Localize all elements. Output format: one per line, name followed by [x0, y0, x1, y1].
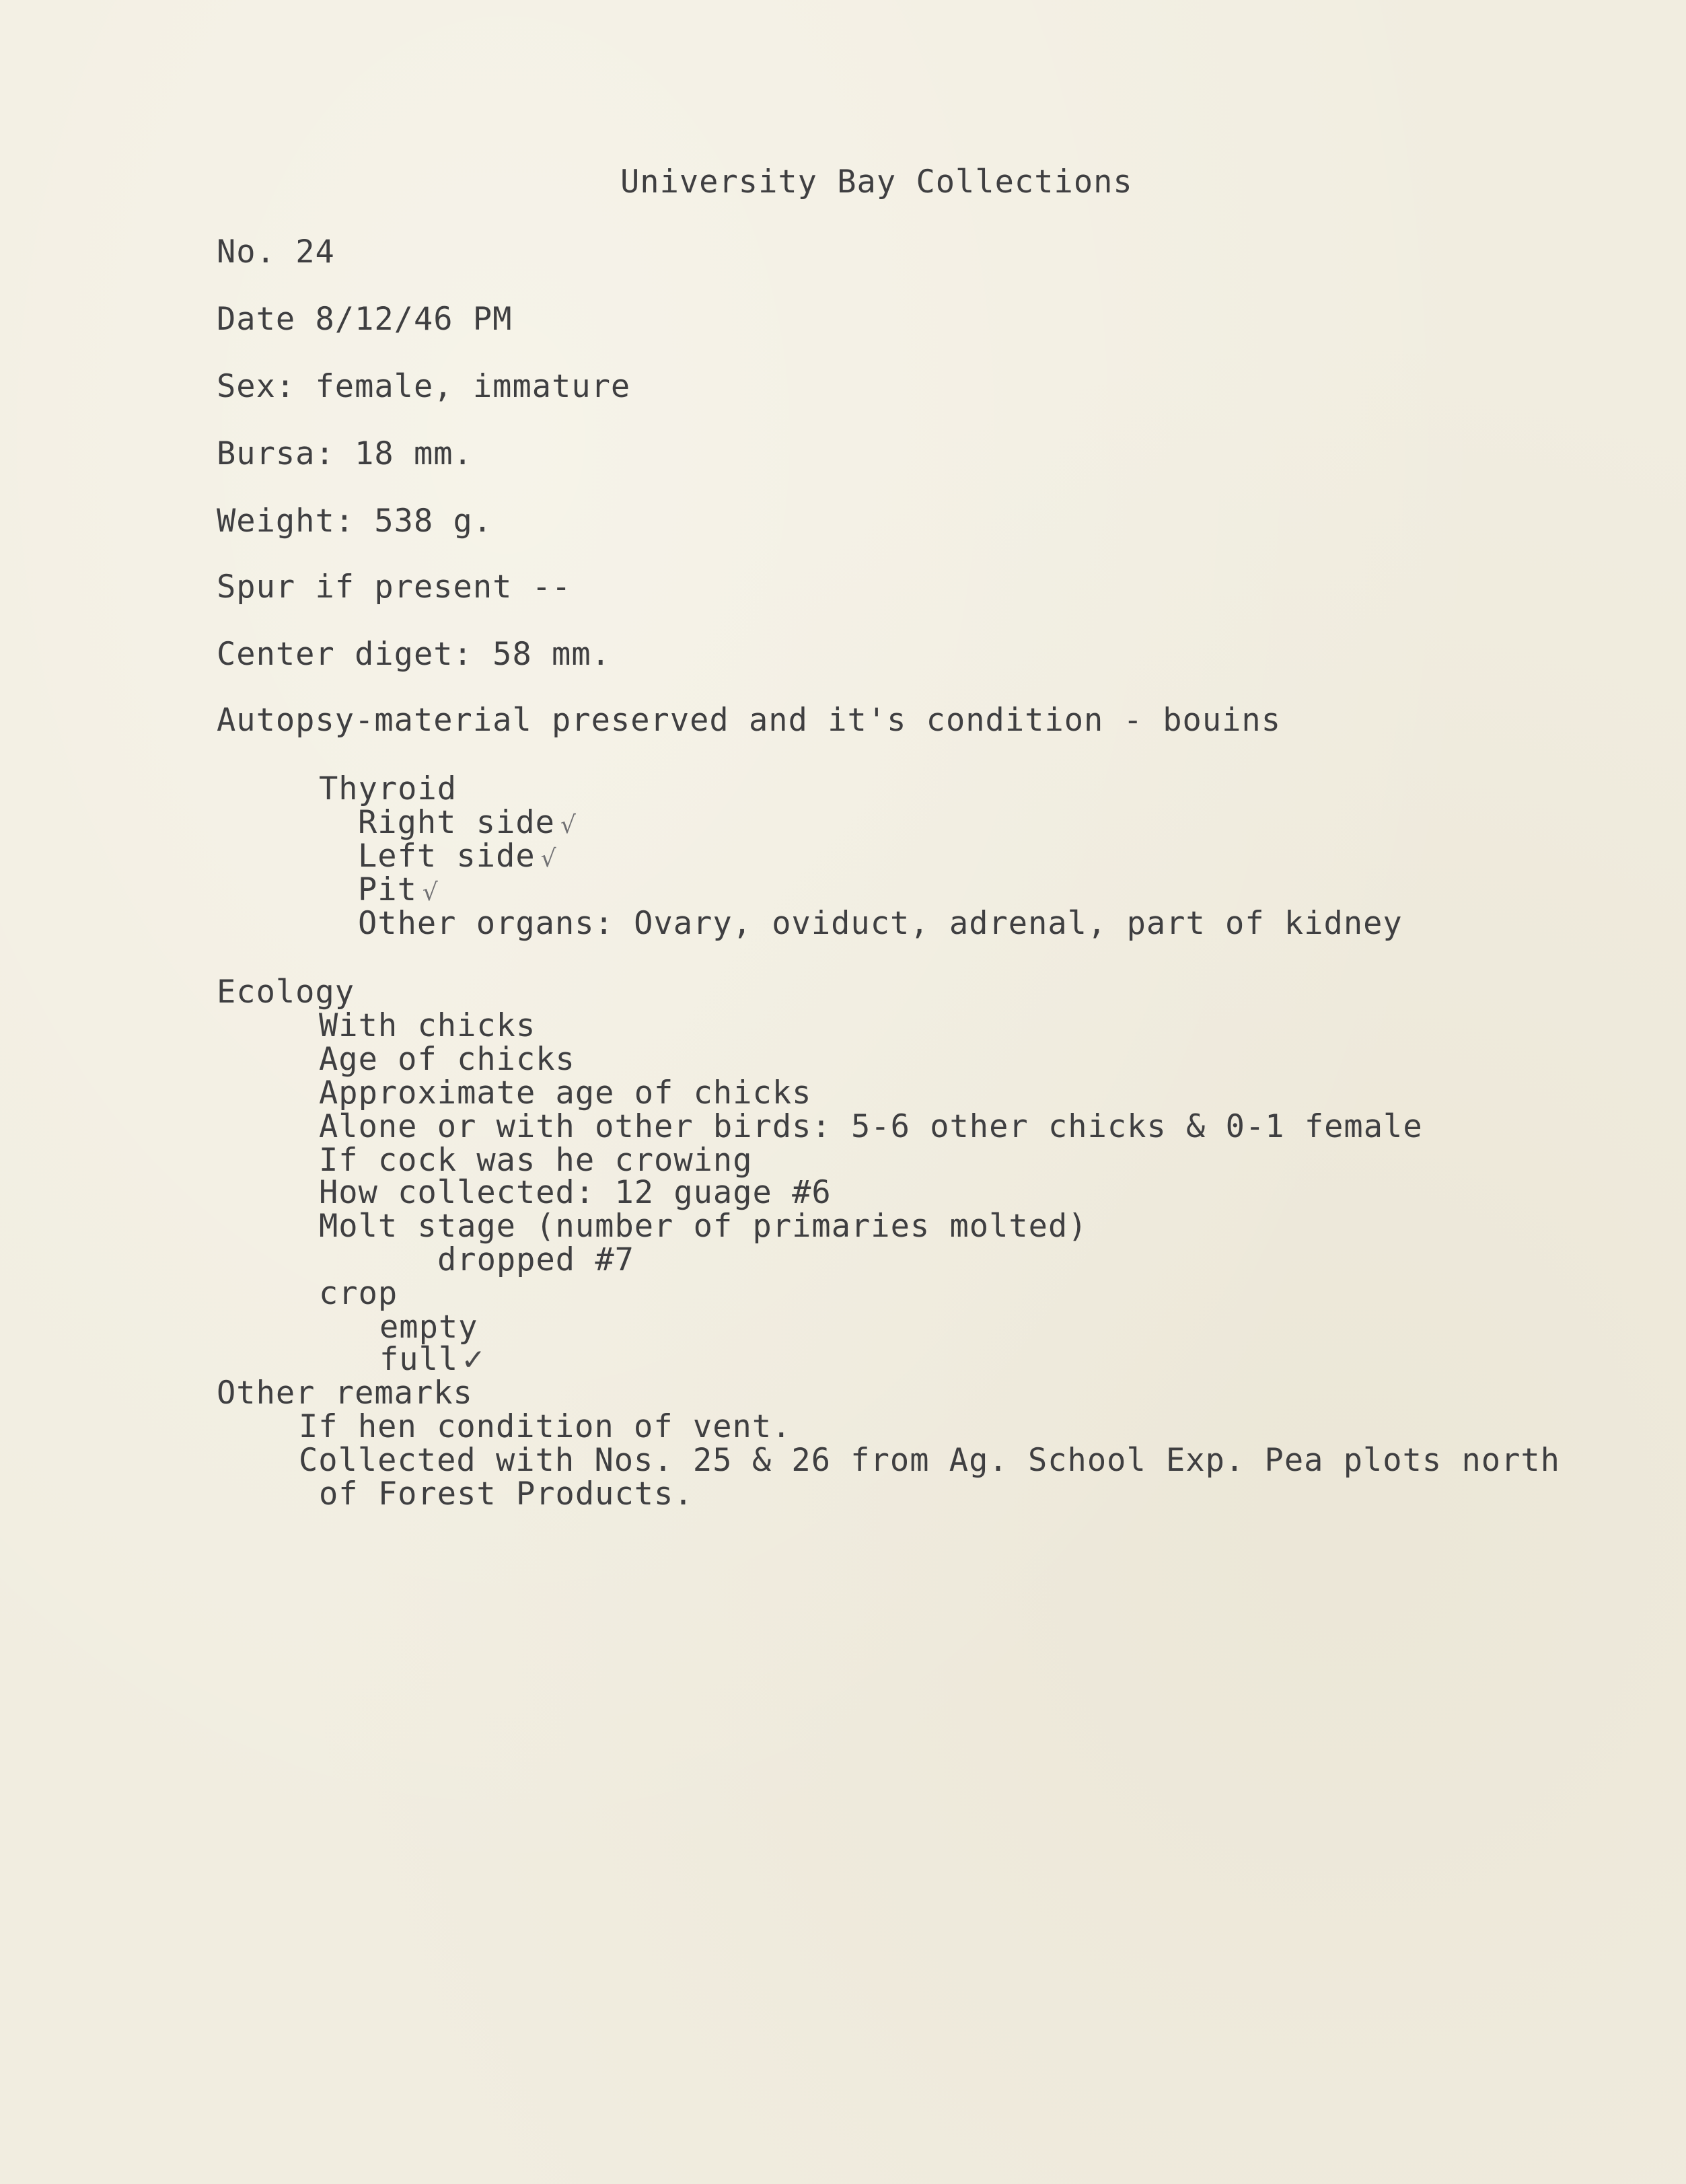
ecology-approx-age: Approximate age of chicks — [319, 1075, 812, 1112]
field-sex — [217, 370, 630, 404]
field-autopsy-value: bouins — [1163, 702, 1282, 739]
field-number — [217, 235, 335, 269]
ecology-crop: crop — [319, 1275, 398, 1312]
field-bursa-label: Bursa: — [217, 435, 335, 472]
ecology-crop-empty: empty — [379, 1309, 478, 1346]
thyroid-left-side — [358, 840, 557, 876]
field-bursa-value: 18 mm. — [355, 435, 473, 472]
field-weight-value: 538 g. — [374, 503, 493, 540]
document-title: University Bay Collections — [620, 163, 1133, 201]
field-weight — [217, 505, 492, 538]
thyroid-pit — [358, 873, 439, 910]
field-center-diget-value: 58 mm. — [492, 636, 611, 673]
alone-label: Alone or with other birds: — [319, 1108, 832, 1145]
field-spur — [217, 571, 571, 604]
ecology-how-collected — [319, 1176, 832, 1210]
checkmark-icon: √ — [422, 879, 439, 906]
field-autopsy — [217, 704, 1281, 737]
field-number-value: 24 — [295, 233, 335, 270]
field-center-diget-label: Center diget: — [217, 636, 473, 673]
field-spur-label: Spur if present — [217, 569, 513, 606]
how-collected-label: How collected: — [319, 1174, 595, 1211]
ecology-cock-crowing: If cock was he crowing — [319, 1142, 753, 1179]
crop-full-label: full — [379, 1341, 459, 1378]
ecology-with-chicks: With chicks — [319, 1007, 536, 1044]
checkmark-icon: √ — [540, 845, 557, 873]
field-bursa — [217, 437, 473, 471]
remarks-heading: Other remarks — [217, 1375, 473, 1412]
other-organs-label: Other organs: — [358, 905, 614, 942]
how-collected-value: 12 guage #6 — [614, 1174, 832, 1211]
remarks-hen-vent: If hen condition of vent. — [299, 1408, 792, 1445]
field-spur-value: -- — [532, 569, 572, 606]
ecology-alone-or-with — [319, 1110, 1423, 1144]
thyroid-heading: Thyroid — [319, 770, 457, 807]
remarks-collected-line1: Collected with Nos. 25 & 26 from Ag. School Exp. Pea plots north — [299, 1442, 1560, 1479]
field-date — [217, 303, 512, 336]
field-number-label: No. — [217, 233, 276, 270]
ecology-heading: Ecology — [217, 974, 355, 1011]
thyroid-right-side-label: Right side — [358, 804, 555, 841]
field-date-value: 8/12/46 PM — [315, 301, 513, 338]
ecology-age-of-chicks: Age of chicks — [319, 1041, 575, 1078]
other-organs-value: Ovary, oviduct, adrenal, part of kidney — [634, 905, 1403, 942]
remarks-collected-line2: of Forest Products. — [319, 1476, 694, 1513]
thyroid-other-organs — [358, 907, 1403, 941]
checkmark-icon: ✓ — [461, 1343, 487, 1377]
field-center-diget — [217, 638, 611, 671]
field-date-label: Date — [217, 301, 296, 338]
thyroid-left-side-label: Left side — [358, 838, 536, 875]
field-sex-label: Sex: — [217, 368, 296, 405]
ecology-crop-full — [379, 1343, 486, 1377]
thyroid-pit-label: Pit — [358, 871, 417, 908]
field-sex-value: female, immature — [315, 368, 631, 405]
thyroid-right-side — [358, 806, 577, 842]
ecology-dropped: dropped #7 — [437, 1241, 634, 1278]
checkmark-icon: √ — [560, 811, 577, 839]
field-weight-label: Weight: — [217, 503, 355, 540]
ecology-molt-stage: Molt stage (number of primaries molted) — [319, 1208, 1088, 1245]
field-autopsy-label: Autopsy-material preserved and it's condition - — [217, 702, 1143, 739]
alone-value: 5-6 other chicks & 0-1 female — [851, 1108, 1423, 1145]
